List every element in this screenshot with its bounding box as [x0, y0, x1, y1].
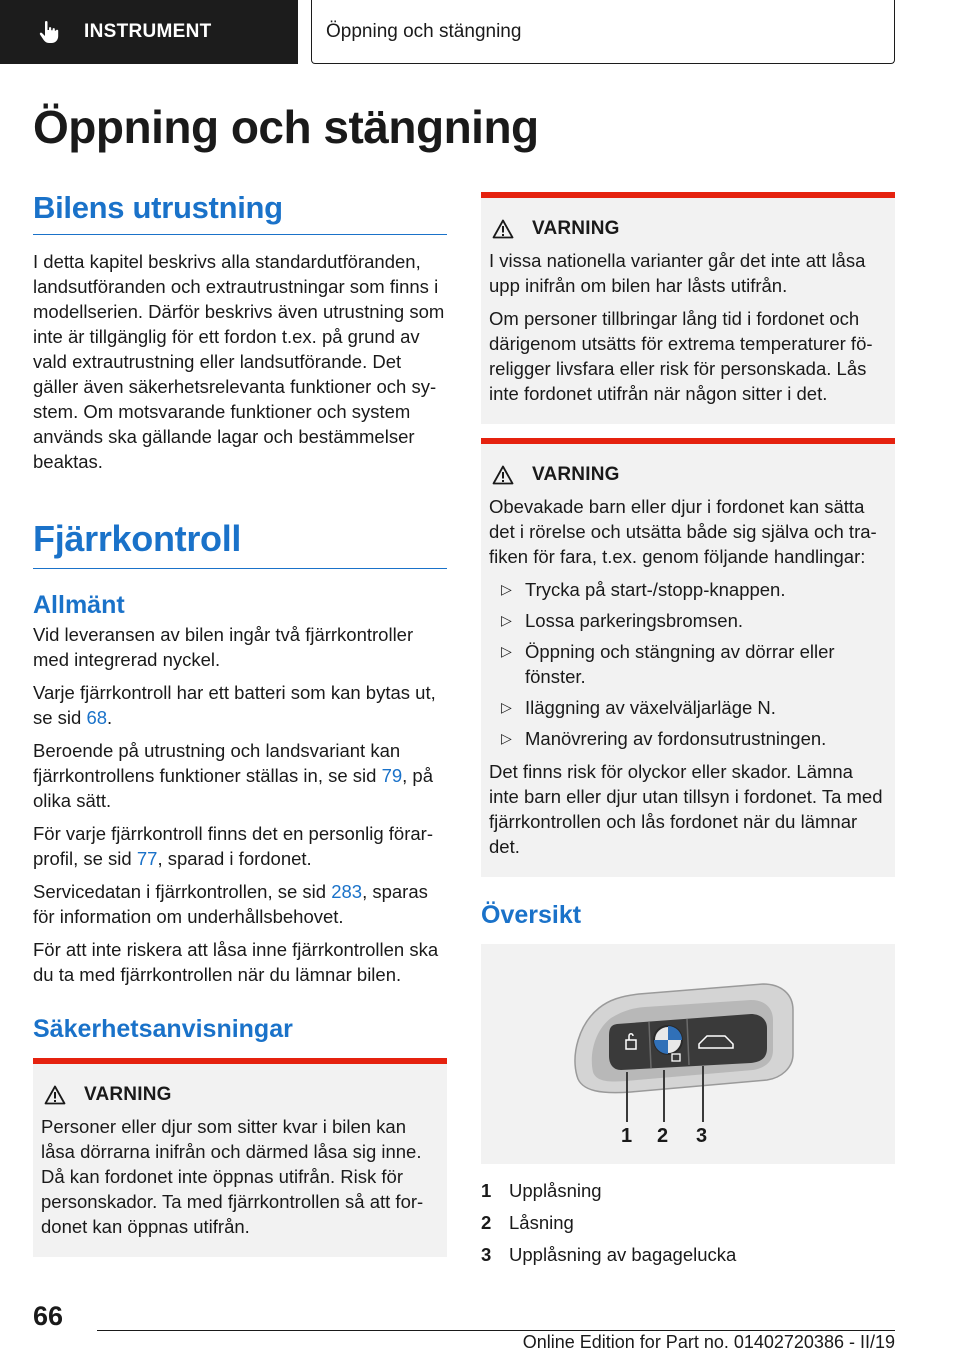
- triangle-bullet-icon: ▷: [501, 699, 512, 715]
- page-ref-link[interactable]: 283: [331, 881, 363, 902]
- header-chapter-tab: [311, 0, 895, 64]
- right-column: [481, 192, 895, 1267]
- allmant-heading: Allmänt: [33, 591, 125, 619]
- list-item: ▷ Öppning och stängning av dörrar eller fönster.: [489, 639, 887, 689]
- triangle-bullet-icon: ▷: [501, 730, 512, 746]
- page-number: 66: [33, 1301, 64, 1331]
- footer-divider: [97, 1330, 895, 1331]
- allmant-paragraph-1: Vid leveransen av bilen ingår två fjärrkontroller med integrerad nyckel.: [33, 624, 414, 670]
- legend-item: 3 Upplåsning av bagagelucka: [481, 1244, 737, 1265]
- footer-edition: Online Edition for Part no. 01402720386 - II/19: [522, 1332, 895, 1352]
- warning-triangle-icon: [492, 219, 514, 239]
- allmant-paragraph-5: Servicedatan i fjärrkontrollen, se sid 283, sparas för information om underhållsbehovet.: [33, 881, 428, 927]
- warning-label: VARNING: [532, 464, 620, 485]
- header-section-label: INSTRUMENT: [84, 21, 212, 42]
- warning-box: [481, 438, 895, 877]
- warning-text: Det finns risk för olyckor eller skador. Lämna inte barn eller djur utan tillsyn i fordonet. Ta med fjärrkontrollen och lås fordonet när du lämnar det.: [489, 761, 883, 857]
- warning-text: Om personer tillbringar lång tid i fordonet och därigenom utsätts för extrema temperaturer föreligger livsfara eller risk för personskada. Lås inte fordonet utifrån när någon sitter i det.: [489, 308, 873, 404]
- warning-bullet-list: [489, 577, 887, 751]
- hand-pointer-icon: [36, 19, 62, 45]
- allmant-paragraph-3: Beroende på utrustning och landsvariant kan fjärrkontrollens funktioner ställas in, se sid 79, på olika sätt.: [33, 740, 434, 811]
- header-section-tab: [0, 0, 298, 64]
- triangle-bullet-icon: ▷: [501, 643, 512, 659]
- warning-label: VARNING: [532, 218, 620, 239]
- callout-number: 1: [621, 1125, 633, 1147]
- oversikt-heading: Översikt: [481, 901, 582, 929]
- triangle-bullet-icon: ▷: [501, 581, 512, 597]
- bilens-utrustning-text: I detta kapitel beskrivs alla standardutföranden, landsutföranden och extrautrustningar som finns i modellserien. Därför beskrivs även utrustning som inte är tillgänglig för ett fordon t.ex. på grund av vald extrautrustning eller landsutförande. Det gäller även säkerhetsrelevanta funktioner och system. Om motsvarande funktioner och system används ska gällande lagar och bestämmelser beaktas.: [33, 251, 445, 472]
- warning-label: VARNING: [84, 1084, 172, 1105]
- page-ref-link[interactable]: 68: [86, 707, 108, 728]
- allmant-paragraph-6: För att inte riskera att låsa inne fjärrkontrollen ska du ta med fjärrkontrollen när du lämnar bilen.: [33, 939, 439, 985]
- warning-text: Personer eller djur som sitter kvar i bilen kan låsa dörrarna inifrån och därmed låsa sig inne. Då kan fordonet inte öppnas utifrån. Risk för personskador. Ta med fjärrkontrollen så att fordonet kan öppnas utifrån.: [41, 1116, 424, 1237]
- warning-box: [481, 192, 895, 424]
- legend-item: 2 Låsning: [481, 1212, 574, 1233]
- callout-number: 3: [696, 1125, 708, 1147]
- warning-text: I vissa nationella varianter går det inte att låsa upp inifrån om bilen har låsts utifrån.: [489, 250, 866, 296]
- key-legend: [481, 1178, 895, 1267]
- page-ref-link[interactable]: 77: [136, 848, 158, 869]
- left-column: [33, 190, 447, 1257]
- legend-item: 1 Upplåsning: [481, 1180, 602, 1201]
- list-item: ▷ Manövrering av fordonsutrustningen.: [489, 726, 887, 751]
- list-item: ▷ Iläggning av växelväljarläge N.: [489, 695, 887, 720]
- fjarrkontroll-heading: Fjärrkontroll: [33, 518, 447, 569]
- header-chapter-label: Öppning och stängning: [326, 20, 522, 42]
- triangle-bullet-icon: ▷: [501, 612, 512, 628]
- page-title: Öppning och stängning: [33, 101, 539, 153]
- callout-number: 2: [657, 1125, 669, 1147]
- allmant-paragraph-4: För varje fjärrkontroll finns det en personlig förarprofil, se sid 77, sparad i fordonet.: [33, 823, 433, 869]
- list-item: ▷ Trycka på start-/stopp-knappen.: [489, 577, 887, 602]
- warning-text: Obevakade barn eller djur i fordonet kan sätta det i rörelse och utsätta både sig själva och trafiken för fara, t.ex. genom följande handlingar:: [489, 496, 877, 567]
- remote-key-icon: [481, 944, 895, 1164]
- warning-triangle-icon: [44, 1085, 66, 1105]
- bilens-utrustning-heading: Bilens utrustning: [33, 190, 447, 235]
- warning-box: [33, 1058, 447, 1257]
- warning-triangle-icon: [492, 465, 514, 485]
- remote-key-illustration: [481, 944, 895, 1164]
- allmant-paragraph-2: Varje fjärrkontroll har ett batteri som kan bytas ut, se sid 68.: [33, 682, 436, 728]
- list-item: ▷ Lossa parkeringsbromsen.: [489, 608, 887, 633]
- page-ref-link[interactable]: 79: [381, 765, 403, 786]
- sakerhetsanvisningar-heading: Säkerhetsanvisningar: [33, 1015, 293, 1043]
